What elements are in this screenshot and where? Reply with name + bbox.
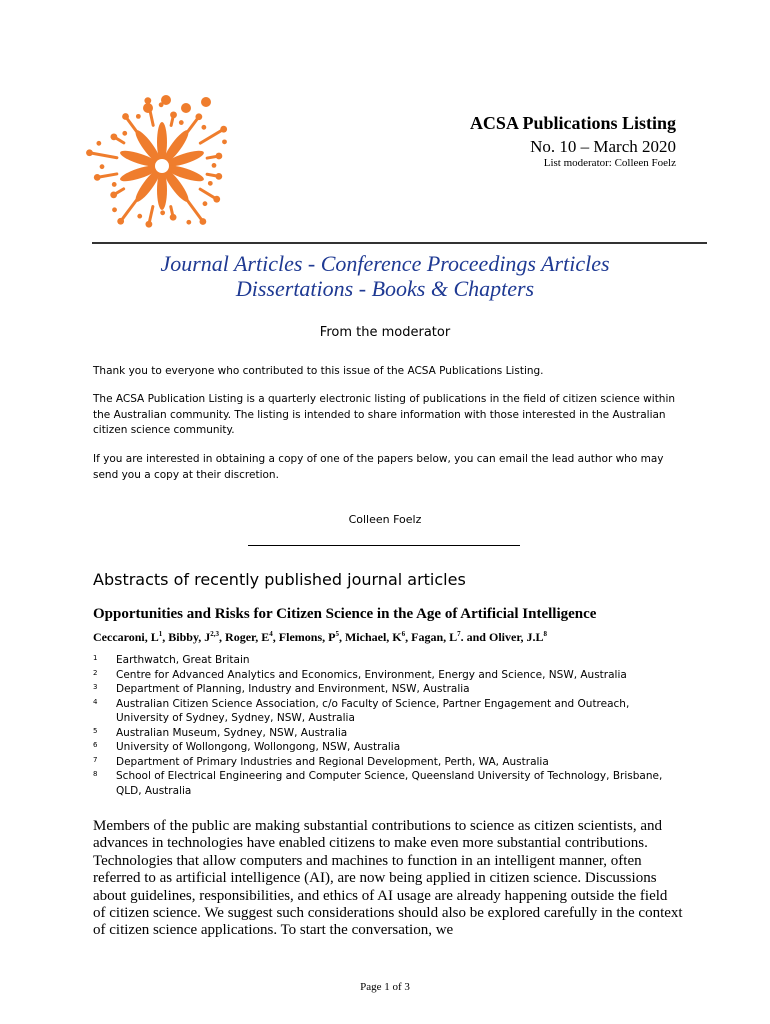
article-authors bbox=[93, 630, 547, 645]
affiliation-text: Centre for Advanced Analytics and Economics, Environment, Energy and Science, NSW, Australia bbox=[116, 668, 627, 681]
affiliation-number: 3 bbox=[93, 683, 98, 691]
logo-dot bbox=[179, 120, 184, 125]
logo-dot bbox=[212, 163, 217, 168]
affiliation-number: 6 bbox=[93, 741, 98, 749]
acsa-logo bbox=[86, 88, 258, 238]
logo-dot bbox=[186, 220, 191, 225]
article-title: Opportunities and Risks for Citizen Science in the Age of Artificial Intelligence bbox=[93, 606, 597, 622]
signoff-divider bbox=[248, 545, 520, 546]
affiliation-number: 4 bbox=[93, 697, 98, 706]
logo-dot bbox=[122, 113, 129, 120]
logo-dot bbox=[112, 182, 117, 187]
author-affiliation-marker: 4 bbox=[269, 630, 273, 638]
affiliation-item bbox=[93, 726, 673, 741]
logo-dot bbox=[213, 196, 220, 203]
logo-dot bbox=[201, 125, 206, 130]
category-conference: Conference Proceedings Articles bbox=[320, 251, 610, 276]
author-name: Flemons, P bbox=[278, 630, 336, 644]
affiliation-item bbox=[93, 682, 673, 697]
logo-head bbox=[143, 103, 153, 113]
author-affiliation-marker: 2,3 bbox=[210, 630, 220, 638]
affiliation-item bbox=[93, 668, 673, 683]
logo-dot bbox=[170, 214, 177, 221]
category-separator: - bbox=[353, 276, 372, 301]
logo-dot bbox=[137, 214, 142, 219]
logo-head bbox=[161, 95, 171, 105]
logo-dot bbox=[112, 207, 117, 212]
author-name: Bibby, J bbox=[168, 630, 211, 644]
logo-branch bbox=[89, 153, 116, 158]
affiliation-number: 8 bbox=[93, 770, 98, 778]
category-books: Books & Chapters bbox=[371, 276, 535, 301]
affiliation-text: Department of Planning, Industry and Environment, NSW, Australia bbox=[116, 683, 470, 695]
author-affiliation-marker: 8 bbox=[543, 630, 548, 638]
author-name: Roger, E bbox=[225, 630, 270, 644]
affiliation-item bbox=[93, 653, 673, 668]
author-name: Fagan, L bbox=[411, 630, 458, 644]
logo-dot bbox=[96, 141, 101, 146]
author-affiliation-marker: 7 bbox=[457, 630, 461, 638]
logo-dot bbox=[110, 191, 117, 198]
logo-dot bbox=[145, 221, 152, 228]
author-name: Michael, K bbox=[344, 630, 402, 644]
category-dissertations: Dissertations bbox=[235, 276, 354, 301]
author-affiliation-marker: 1 bbox=[158, 630, 163, 638]
author-name: Ceccaroni, L bbox=[93, 630, 159, 644]
author-separator: , bbox=[272, 630, 279, 644]
logo-dot bbox=[195, 113, 202, 120]
affiliation-text: Australian Citizen Science Association, c/o Faculty of Science, Partner Engagement and Outreach, University of Sydney, Sydney, NSW, Australia bbox=[116, 697, 630, 724]
logo-dot bbox=[208, 181, 213, 186]
issue-number: No. 10 – March 2020 bbox=[530, 137, 676, 156]
moderator-signoff: Colleen Foelz bbox=[348, 513, 422, 526]
affiliation-item bbox=[93, 697, 673, 726]
author-separator: , bbox=[405, 630, 412, 644]
logo-head bbox=[181, 103, 191, 113]
author-separator: , bbox=[338, 630, 345, 644]
affiliation-number: 1 bbox=[93, 654, 98, 662]
affiliation-list bbox=[93, 653, 673, 798]
category-line-1 bbox=[0, 251, 770, 277]
logo-dot bbox=[170, 111, 177, 118]
author-separator: . and bbox=[460, 630, 489, 644]
logo-dot bbox=[100, 164, 105, 169]
logo-dot bbox=[136, 114, 141, 119]
logo-dot bbox=[86, 149, 93, 156]
logo-dot bbox=[199, 218, 206, 225]
logo-branch bbox=[200, 129, 223, 143]
logo-branch bbox=[187, 201, 202, 222]
logo-branch bbox=[121, 200, 137, 221]
affiliation-item bbox=[93, 755, 673, 770]
affiliation-number: 2 bbox=[93, 668, 98, 677]
intro-paragraph: Thank you to everyone who contributed to this issue of the ACSA Publications Listing. bbox=[93, 365, 544, 377]
list-moderator: List moderator: Colleen Foelz bbox=[543, 157, 676, 169]
author-separator: , bbox=[162, 630, 169, 644]
author-name: Oliver, J.L bbox=[488, 630, 544, 644]
category-separator: - bbox=[302, 251, 321, 276]
author-affiliation-marker: 6 bbox=[401, 630, 406, 638]
logo-dot bbox=[117, 218, 124, 225]
logo-dot bbox=[160, 210, 165, 215]
affiliation-item bbox=[93, 769, 673, 798]
affiliation-text: School of Electrical Engineering and Computer Science, Queensland University of Technology, Brisbane, QLD, Australia bbox=[116, 770, 663, 797]
author-separator: , bbox=[219, 630, 226, 644]
logo-dot bbox=[203, 201, 208, 206]
publication-title: ACSA Publications Listing bbox=[469, 113, 676, 133]
intro-paragraph: If you are interested in obtaining a copy of one of the papers below, you can email the lead author who may send you a copy at their discretion. bbox=[93, 453, 664, 481]
logo-dot bbox=[110, 133, 117, 140]
affiliation-text: Australian Museum, Sydney, NSW, Australia bbox=[116, 726, 348, 739]
section-heading: Abstracts of recently published journal articles bbox=[93, 570, 466, 589]
affiliation-item bbox=[93, 740, 673, 755]
moderator-heading: From the moderator bbox=[319, 325, 451, 340]
category-line-2 bbox=[0, 276, 770, 302]
intro-paragraph: The ACSA Publication Listing is a quarterly electronic listing of publications in the field of citizen science within the Australian community. The listing is intended to share information with those interested in the Australian citizen science community. bbox=[93, 393, 676, 436]
affiliation-number: 5 bbox=[93, 726, 98, 735]
logo-dot bbox=[215, 173, 222, 180]
header-divider bbox=[92, 242, 707, 244]
affiliation-number: 7 bbox=[93, 755, 98, 764]
affiliation-text: Department of Primary Industries and Regional Development, Perth, WA, Australia bbox=[116, 755, 549, 768]
author-affiliation-marker: 5 bbox=[335, 630, 339, 638]
logo-dot bbox=[122, 131, 127, 136]
logo-dot bbox=[220, 126, 227, 133]
category-journal-articles: Journal Articles bbox=[160, 251, 303, 276]
logo-center bbox=[155, 159, 169, 173]
article-abstract: Members of the public are making substantial contributions to science as citizen scientists, and advances in technologies have enabled citizens to make even more substantial contributions. Technologies that allow computers and machines to function in an intelligent manner, often referred to as artificial intelligence (AI), are now being applied in citizen science. Discussions about guidelines, responsibilities, and ethics of AI usage are already happening outside the field of citizen science. We suggest such considerations should also be explored carefully in the context of citizen science applications. To start the conversation, we bbox=[93, 818, 683, 939]
logo-dot bbox=[216, 153, 223, 160]
logo-head bbox=[201, 97, 211, 107]
affiliation-text: University of Wollongong, Wollongong, NSW, Australia bbox=[116, 741, 401, 753]
page-number: Page 1 of 3 bbox=[360, 981, 410, 993]
logo-dot bbox=[94, 174, 101, 181]
affiliation-text: Earthwatch, Great Britain bbox=[116, 654, 250, 666]
logo-dot bbox=[222, 139, 227, 144]
